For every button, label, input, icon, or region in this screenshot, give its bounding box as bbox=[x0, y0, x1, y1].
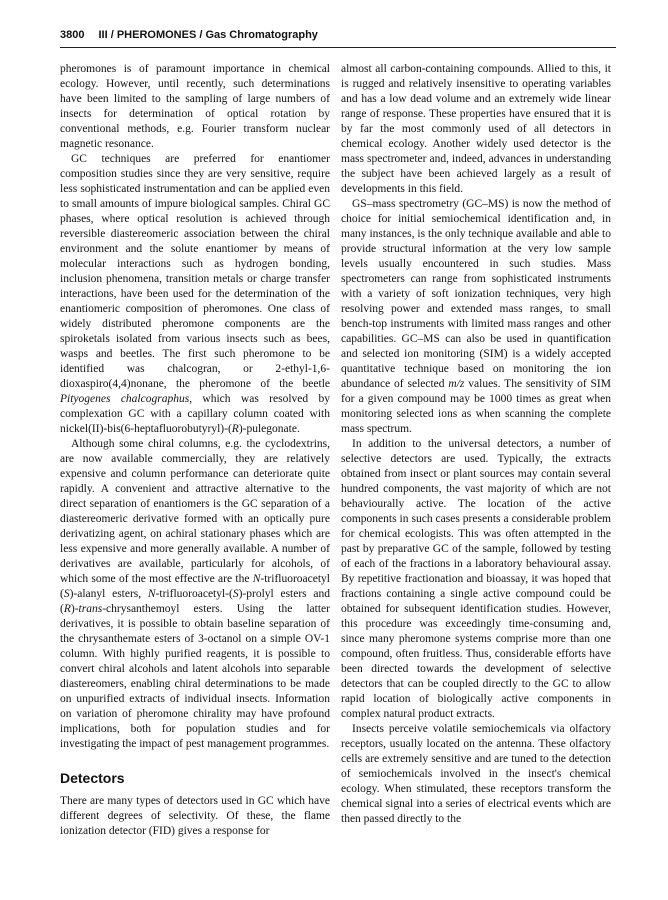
text-run: , which was resolved by complexation GC with a capillary column coated with nickel(II)-bis(6-heptafluorobutyryl)-( bbox=[60, 393, 330, 435]
text-run: )-alanyl esters, bbox=[69, 588, 148, 600]
running-title: III / PHEROMONES / Gas Chromatography bbox=[98, 29, 318, 41]
stereo-descriptor: R bbox=[63, 603, 71, 615]
paragraph: almost all carbon-containing compounds. Allied to this, it is rugged and relatively insensitive to operating variables and has a low dead volume and an extremely wide linear range of response. These properties have ensured that it is by far the most commonly used of all detectors in chemical ecology. Another widely used detector is the mass spectrometer and, indeed, advances in understanding the subject have been achieved largely as a result of developments in this field. bbox=[341, 63, 611, 195]
paragraph bbox=[341, 197, 611, 437]
text-run: -trifluoroacetyl ( bbox=[60, 573, 330, 600]
left-column bbox=[60, 62, 330, 839]
paragraph: There are many types of detectors used in GC which have different degrees of selectivity. Of these, the flame ionization detector (FID) gives a response for bbox=[60, 795, 330, 837]
text-run: GC techniques are preferred for enantiomer composition studies since they are very sensitive, require less sophisticated instrumentation and can be applied even to small amounts of impure biological samples. Chiral GC phases, where optical resolution is achieved through reversible diastereomeric association between the chiral environment and the solute enantiomer by means of molecular interactions such as hydrogen bonding, inclusion phenomena, transition metals or charge transfer interactions, have been used for the determination of the enantiomeric composition of pheromones. One class of widely distributed pheromone components are the spiroketals isolated from various insects such as bees, wasps and beetles. The first such pheromone to be identified was chalcogran, or 2-ethyl-1,6-dioxaspiro(4,4)nonane, the pheromone of the beetle bbox=[60, 153, 330, 390]
text-run: values. The sensitivity of SIM for a given compound may be 1000 times as great when monitoring selected ions as when scanning the complete mass spectrum. bbox=[341, 378, 611, 435]
paragraph: pheromones is of paramount importance in chemical ecology. However, until recently, such determinations have been limited to the sampling of large numbers of insects for determination of optical rotation by conventional methods, e.g. Fourier transform nuclear magnetic resonance. bbox=[60, 63, 330, 150]
page-number: 3800 bbox=[60, 29, 85, 41]
paragraph: In addition to the universal detectors, a number of selective detectors are used. Typically, the extracts obtained from insect or plant sources may contain several hundred components, the vast majority of which are not behaviourally active. The location of the active components in such cases presents a considerable problem for chemical ecologists. This was often attempted in the past by preparative GC of the sample, followed by testing of each of the fractions in a laboratory behavioural assay. By repetitive fractionation and bioassay, it was hoped that fractions containing a single active compound could be obtained for subsequent identification studies. However, this procedure was exceedingly time-consuming and, since many pheromone systems comprise more than one compound, often fruitless. Thus, considerable efforts have been directed towards the development of selective detectors that can be coupled directly to the GC to allow rapid location of biologically active components in complex natural product extracts. bbox=[341, 438, 611, 720]
section-heading: Detectors bbox=[60, 770, 125, 786]
text-run: )-pulegonate. bbox=[238, 423, 300, 435]
text-run: )- bbox=[70, 603, 79, 615]
species-name: Pityogenes chalcographus bbox=[60, 393, 190, 405]
paragraph bbox=[60, 152, 330, 437]
right-column bbox=[341, 62, 611, 827]
running-header bbox=[60, 29, 616, 41]
italic-text: m/z bbox=[448, 378, 465, 390]
text-run: Although some chiral columns, e.g. the cyclodextrins, are now available commercially, they are relatively expensive and column performance can deteriorate quite rapidly. A convenient and attractive alternative to the direct separation of enantiomers is the GC separation of a diastereomeric derivative formed with an optically pure derivatizing agent, on achiral stationary phases which are less expensive and more generally available. A number of derivatives are available, particularly for alcohols, of which some of the most effective are the bbox=[60, 438, 330, 585]
header-rule bbox=[60, 47, 616, 48]
paragraph bbox=[60, 437, 330, 752]
stereo-descriptor: S bbox=[232, 588, 239, 600]
italic-text: trans bbox=[78, 603, 103, 615]
stereo-descriptor: R bbox=[231, 423, 239, 435]
text-run: GS–mass spectrometry (GC–MS) is now the method of choice for initial semiochemical identification and, in many instances, is the only technique available and able to provide structural information at the very low sample levels usually encountered in such studies. Mass spectrometers can range from sophisticated instruments with a variety of soft ionization techniques, very high resolving power and extended mass ranges, to small bench-top instruments with limited mass ranges and other capabilities. GC–MS can also be used in quantification and selected ion monitoring (SIM) is a widely accepted quantitative technique based on monitoring the ion abundance of selected bbox=[341, 198, 611, 390]
text-run: -trifluoroacetyl-( bbox=[155, 588, 233, 600]
paragraph: Insects perceive volatile semiochemicals via olfactory receptors, usually located on the antenna. These olfactory cells are extremely sensitive and are tuned to the detection of semiochemicals involved in the insect's chemical ecology. When stimulated, these receptors transform the chemical signal into a series of electrical events which are then passed directly to the bbox=[341, 723, 611, 825]
italic-text: N bbox=[252, 573, 261, 585]
italic-text: N bbox=[147, 588, 156, 600]
text-run: -chrysanthemoyl esters. Using the latter derivatives, it is possible to obtain baseline separation of the chrysanthemate esters of 3-octanol on a simple OV-1 column. With highly purified reagents, it is possible to convert chiral alcohols and latent alcohols into separable diastereomers, enabling chiral determinations to be made on unpurified extracts of individual insects. Information on variation of pheromone chirality may have profound implications, both for population studies and for investigating the impact of pest management programmes. bbox=[60, 603, 330, 750]
stereo-descriptor: S bbox=[63, 588, 70, 600]
text-run: )-prolyl esters and ( bbox=[60, 588, 330, 615]
